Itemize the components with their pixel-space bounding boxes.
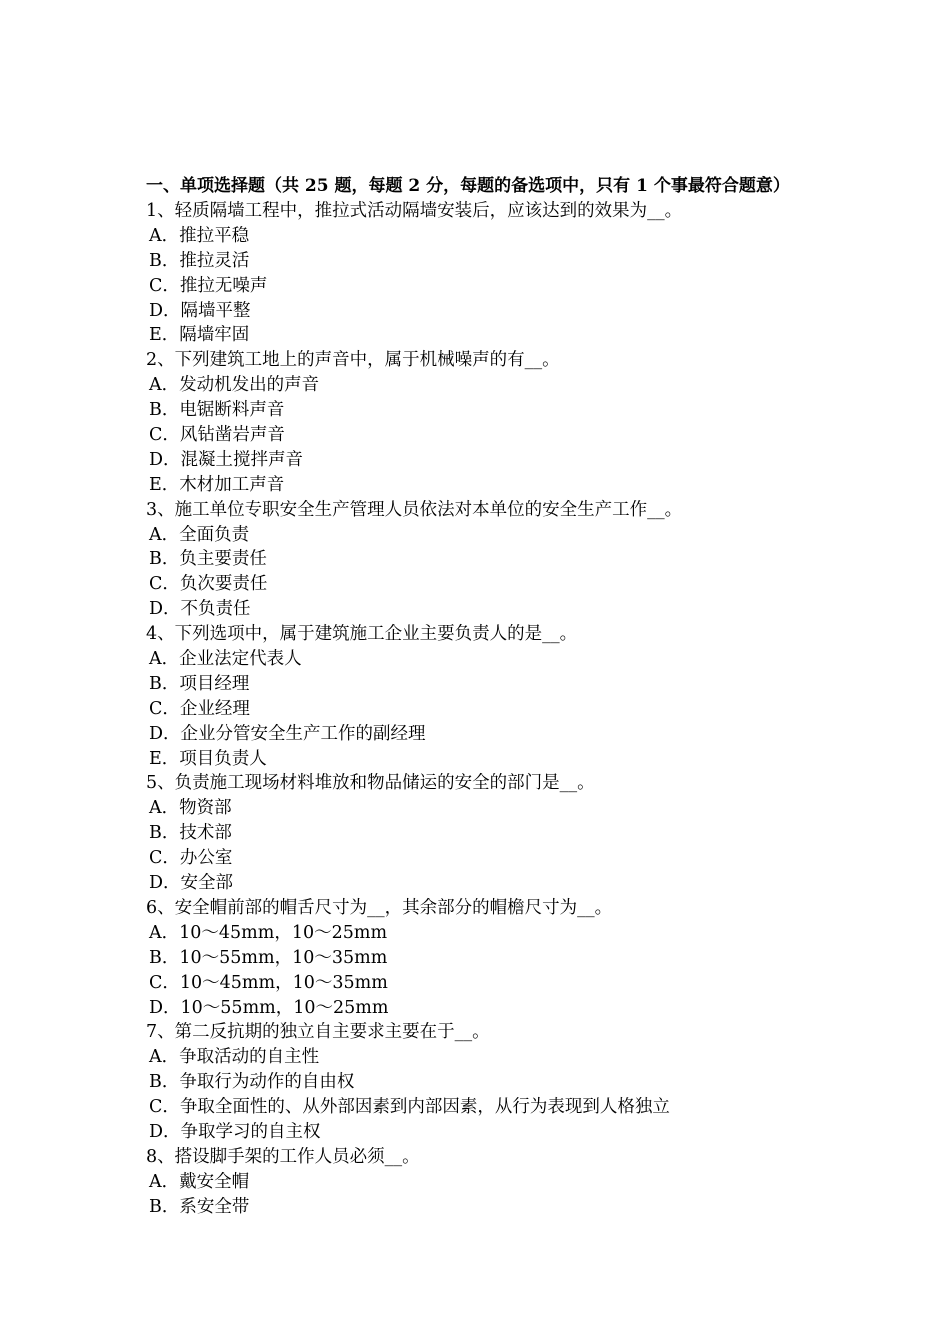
answer-option: B．负主要责任 [149, 549, 267, 570]
answer-option: D．隔墙平整 [149, 300, 251, 321]
question-block [146, 1145, 846, 1220]
answer-option: A．企业法定代表人 [149, 649, 302, 670]
question-list [146, 199, 846, 1220]
question-stem: 6、安全帽前部的帽舌尺寸为__，其余部分的帽檐尺寸为__。 [146, 897, 613, 918]
question-block [146, 771, 846, 895]
answer-option: A．发动机发出的声音 [149, 375, 320, 396]
answer-option: A．物资部 [149, 798, 232, 819]
question-block [146, 498, 846, 622]
answer-option: A．戴安全帽 [149, 1171, 250, 1192]
question-stem: 5、负责施工现场材料堆放和物品储运的安全的部门是__。 [146, 773, 595, 794]
question-stem: 7、第二反抗期的独立自主要求主要在于__。 [146, 1022, 490, 1043]
question-stem: 2、下列建筑工地上的声音中，属于机械噪声的有__。 [146, 350, 560, 371]
answer-option: C．争取全面性的、从外部因素到内部因素，从行为表现到人格独立 [149, 1097, 670, 1118]
question-stem: 4、下列选项中，属于建筑施工企业主要负责人的是__。 [146, 624, 578, 645]
answer-option: D．不负责任 [149, 599, 251, 620]
answer-option: C．推拉无噪声 [149, 275, 268, 296]
answer-option: E．项目负责人 [149, 748, 267, 769]
question-block [146, 896, 846, 1020]
answer-option: D．争取学习的自主权 [149, 1121, 321, 1142]
exam-content [146, 174, 846, 1220]
question-block [146, 1020, 846, 1144]
answer-option: B．推拉灵活 [149, 250, 250, 271]
answer-option: C．风钻凿岩声音 [149, 425, 285, 446]
question-stem: 3、施工单位专职安全生产管理人员依法对本单位的安全生产工作__。 [146, 499, 683, 520]
answer-option: C．10～45mm，10～35mm [149, 972, 388, 993]
answer-option: E．隔墙牢固 [149, 325, 250, 346]
answer-option: C．办公室 [149, 848, 233, 869]
question-stem: 8、搭设脚手架的工作人员必须__。 [146, 1146, 420, 1167]
answer-option: B．技术部 [149, 823, 232, 844]
answer-option: A．全面负责 [149, 524, 250, 545]
question-block [146, 622, 846, 771]
question-stem: 1、轻质隔墙工程中，推拉式活动隔墙安装后，应该达到的效果为__。 [146, 201, 683, 221]
answer-option: B．项目经理 [149, 673, 250, 694]
section-title: 一、单项选择题（共 25 题，每题 2 分，每题的备选项中，只有 1 个事最符合题意） [146, 176, 790, 196]
answer-option: B．系安全带 [149, 1196, 250, 1217]
answer-option: E．木材加工声音 [149, 474, 285, 495]
answer-option: D．10～55mm，10～25mm [149, 997, 389, 1018]
answer-option: D．混凝土搅拌声音 [149, 449, 304, 470]
answer-option: C．负次要责任 [149, 574, 268, 595]
answer-option: A．争取活动的自主性 [149, 1047, 320, 1068]
answer-option: B．电锯断料声音 [149, 400, 285, 421]
answer-option: B．争取行为动作的自由权 [149, 1072, 355, 1093]
answer-option: A．10～45mm，10～25mm [149, 922, 388, 943]
answer-option: C．企业经理 [149, 698, 250, 719]
answer-option: D．企业分管安全生产工作的副经理 [149, 723, 426, 744]
answer-option: B．10～55mm，10～35mm [149, 947, 388, 968]
answer-option: A．推拉平稳 [149, 225, 250, 246]
question-block [146, 348, 846, 497]
answer-option: D．安全部 [149, 873, 234, 894]
question-block [146, 199, 846, 348]
